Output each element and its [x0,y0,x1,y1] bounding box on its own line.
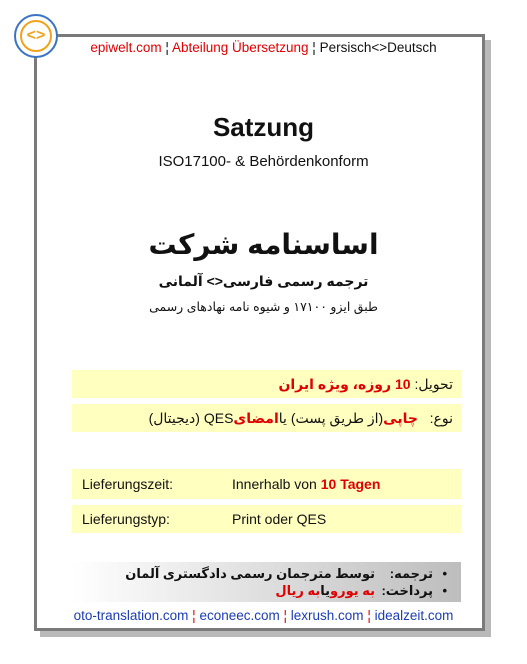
footer-separator: ¦ [283,608,288,623]
persian-delivery-label: تحویل: [414,375,453,392]
payment-euro: به یورو [330,582,375,598]
persian-type-sign: امضای [233,409,279,426]
code-brackets-icon: <> [20,20,52,52]
german-delivery-highlight: 10 Tagen [320,476,381,492]
persian-title: اساسنامه شرکت [148,229,379,260]
payment-row [72,582,447,599]
footer-link-oto[interactable]: oto-translation.com [73,608,189,623]
persian-subtitle: ترجمه رسمی فارسی<> آلمانی [158,273,369,289]
translation-value: توسط مترجمان رسمی دادگستری آلمان [125,565,375,581]
persian-delivery-suffix: ، ویژه ایران [278,375,358,392]
persian-standard-note: طبق ایزو ۱۷۱۰۰ و شیوه نامه نهادهای رسمی [149,300,378,314]
header-line [0,40,527,55]
german-delivery-label: Lieferungszeit: [82,476,174,492]
german-type-box [72,505,461,533]
persian-type-sign-note: QES (دیجیتال) [148,409,234,426]
persian-type-label: نوع: [429,409,453,426]
payment-or: یا [320,582,331,598]
persian-type-print: چاپی [383,409,418,426]
german-delivery-prefix: Innerhalb von [232,476,317,492]
header-site-link[interactable]: epiwelt.com [90,40,162,55]
page-title: Satzung [212,112,315,142]
payment-rial: به ریال [275,582,321,598]
header-separator: ¦ [312,40,316,55]
persian-type-box [72,404,461,432]
footer-separator: ¦ [367,608,371,623]
translation-row [72,565,447,582]
header-separator: ¦ [165,40,169,55]
persian-delivery-value: 10 روزه [357,375,411,392]
payment-label: پرداخت: [381,582,433,598]
footer-separator: ¦ [192,608,196,623]
persian-type-print-note: (از طریق پست) یا [278,409,384,426]
header-department-link[interactable]: Abteilung Übersetzung [171,40,309,55]
german-type-label: Lieferungstyp: [82,511,170,527]
persian-delivery-box [72,370,461,398]
translation-label: ترجمه: [389,565,433,581]
german-delivery-box [72,469,461,499]
footer-links [0,608,527,623]
page-subtitle: ISO17100- & Behördenkonform [158,153,369,170]
footer-link-idealzeit[interactable]: idealzeit.com [374,608,454,623]
german-type-value: Print oder QES [232,511,327,527]
footer-link-lexrush[interactable]: lexrush.com [290,608,364,623]
info-box [72,562,461,602]
bullet-icon: • [442,566,447,581]
footer-link-econeec[interactable]: econeec.com [199,608,280,623]
header-languages: Persisch<>Deutsch [319,40,437,55]
bullet-icon: • [442,583,447,598]
